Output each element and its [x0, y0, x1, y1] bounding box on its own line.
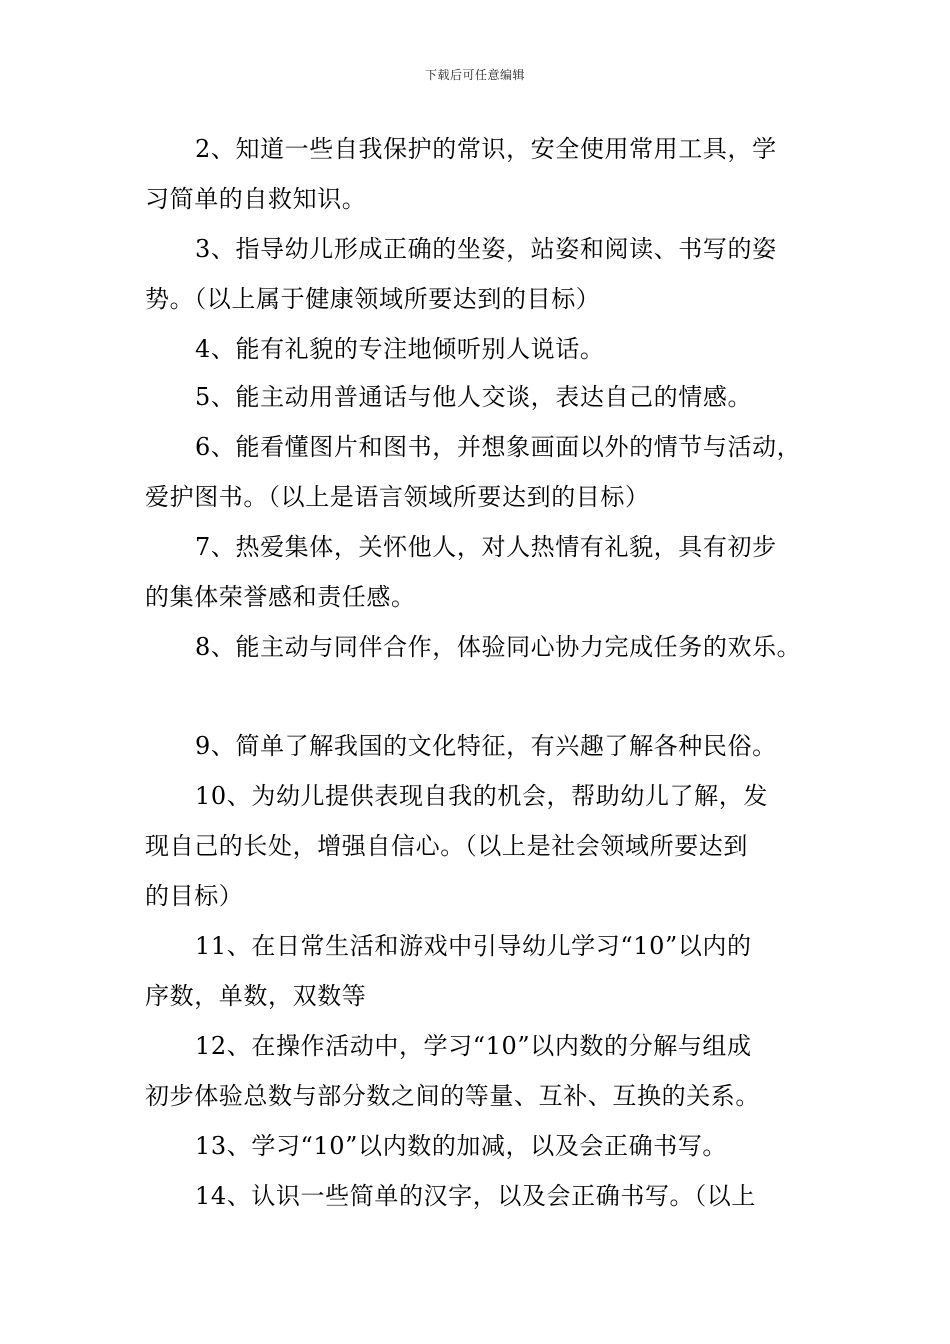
header-note: 下载后可任意编辑 [424, 68, 525, 82]
paragraph-line: 序数，单数，双数等 [145, 982, 367, 1010]
paragraph-line: 12、在操作活动中，学习“10”以内数的分解与组成 [195, 1032, 752, 1060]
paragraph-line: 3、指导幼儿形成正确的坐姿，站姿和阅读、书写的姿 [195, 235, 777, 263]
paragraph-line: 6、能看懂图片和图书，并想象画面以外的情节与活动， [195, 433, 802, 461]
paragraph-line: 的集体荣誉感和责任感。 [145, 583, 416, 611]
paragraph-line: 初步体验总数与部分数之间的等量、互补、互换的关系。 [145, 1082, 760, 1110]
paragraph-line: 9、简单了解我国的文化特征，有兴趣了解各种民俗。 [195, 732, 777, 760]
paragraph-line: 爱护图书。（以上是语言领域所要达到的目标） [145, 483, 650, 511]
paragraph-line: 11、在日常生活和游戏中引导幼儿学习“10”以内的 [195, 932, 752, 960]
paragraph-line: 习简单的自救知识。 [145, 185, 367, 213]
paragraph-line: 现自己的长处，增强自信心。（以上是社会领域所要达到 [145, 832, 748, 860]
paragraph-line: 的目标） [145, 882, 244, 910]
paragraph-line: 10、为幼儿提供表现自我的机会，帮助幼儿了解，发 [195, 782, 768, 810]
paragraph-line: 14、认识一些简单的汉字，以及会正确书写。（以上 [195, 1182, 756, 1210]
paragraph-line: 8、能主动与同伴合作，体验同心协力完成任务的欢乐。 [195, 633, 802, 661]
paragraph-line: 7、热爱集体，关怀他人，对人热情有礼貌，具有初步 [195, 533, 777, 561]
paragraph-line: 13、学习“10”以内数的加减，以及会正确书写。 [195, 1132, 728, 1160]
paragraph-line: 5、能主动用普通话与他人交谈，表达自己的情感。 [195, 383, 753, 411]
paragraph-line: 4、能有礼貌的专注地倾听别人说话。 [195, 335, 605, 363]
paragraph-line: 势。（以上属于健康领域所要达到的目标） [145, 285, 601, 313]
paragraph-line: 2、知道一些自我保护的常识，安全使用常用工具，学 [195, 135, 777, 163]
